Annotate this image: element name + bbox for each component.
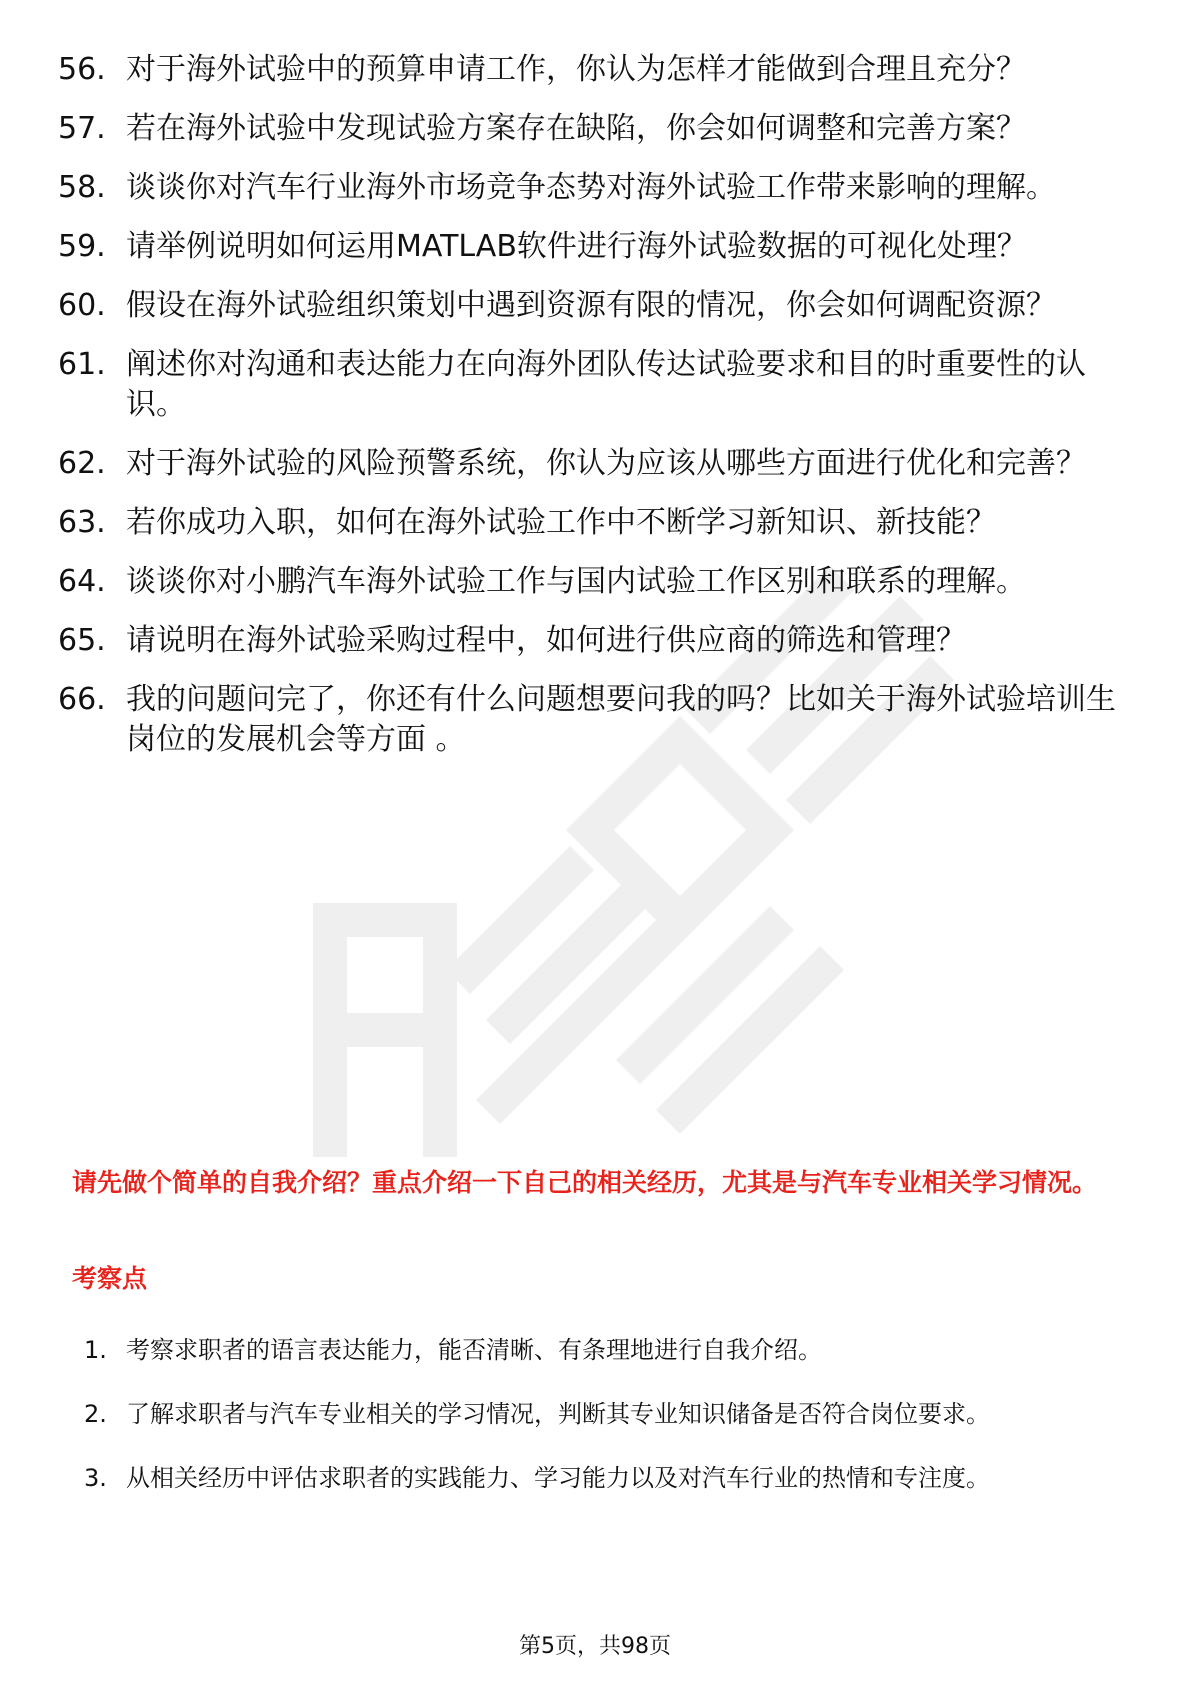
question-item xyxy=(58,227,1118,267)
question-text: 对于海外试验的风险预警系统，你认为应该从哪些方面进行优化和完善？ xyxy=(126,446,1086,481)
question-item xyxy=(58,50,1118,90)
page-footer: 第5页，共98页 xyxy=(519,1634,671,1659)
point-number: 2. xyxy=(84,1400,107,1428)
question-number: 57. xyxy=(58,111,106,146)
question-text: 若你成功入职，如何在海外试验工作中不断学习新知识、新技能？ xyxy=(126,505,996,540)
question-item xyxy=(58,444,1118,484)
point-text: 考察求职者的语言表达能力，能否清晰、有条理地进行自我介绍。 xyxy=(126,1336,822,1364)
point-text: 了解求职者与汽车专业相关的学习情况，判断其专业知识储备是否符合岗位要求。 xyxy=(126,1400,990,1428)
question-text: 若在海外试验中发现试验方案存在缺陷，你会如何调整和完善方案？ xyxy=(126,111,1026,146)
question-item xyxy=(58,562,1118,602)
question-number: 56. xyxy=(58,52,106,87)
list-item xyxy=(84,1459,1124,1506)
question-item xyxy=(58,345,1118,425)
question-item xyxy=(58,680,1118,760)
question-number: 60. xyxy=(58,288,106,323)
question-item xyxy=(58,286,1118,326)
question-list xyxy=(58,50,1118,779)
question-text: 请说明在海外试验采购过程中，如何进行供应商的筛选和管理？ xyxy=(126,623,966,658)
question-number: 64. xyxy=(58,564,106,599)
question-text: 谈谈你对汽车行业海外市场竞争态势对海外试验工作带来影响的理解。 xyxy=(126,170,1056,205)
question-number: 61. xyxy=(58,347,106,382)
list-item xyxy=(84,1395,1124,1442)
question-number: 58. xyxy=(58,170,106,205)
sample-question-heading: 请先做个简单的自我介绍？重点介绍一下自己的相关经历，尤其是与汽车专业相关学习情况。 xyxy=(72,1168,1098,1197)
question-item xyxy=(58,109,1118,149)
assessment-points-list xyxy=(84,1331,1124,1523)
question-number: 59. xyxy=(58,229,106,264)
question-number: 66. xyxy=(58,682,106,717)
question-text: 请举例说明如何运用MATLAB软件进行海外试验数据的可视化处理？ xyxy=(126,229,1027,264)
question-text: 对于海外试验中的预算申请工作，你认为怎样才能做到合理且充分？ xyxy=(126,52,1026,87)
question-text: 我的问题问完了，你还有什么问题想要问我的吗？比如关于海外试验培训生岗位的发展机会等方面 。 xyxy=(126,682,1116,757)
point-number: 3. xyxy=(84,1464,107,1492)
question-item xyxy=(58,168,1118,208)
section-title: 考察点 xyxy=(72,1264,148,1293)
question-text: 假设在海外试验组织策划中遇到资源有限的情况，你会如何调配资源？ xyxy=(126,288,1056,323)
question-item xyxy=(58,503,1118,543)
question-text: 谈谈你对小鹏汽车海外试验工作与国内试验工作区别和联系的理解。 xyxy=(126,564,1026,599)
question-item xyxy=(58,621,1118,661)
point-number: 1. xyxy=(84,1336,107,1364)
question-number: 63. xyxy=(58,505,106,540)
question-number: 62. xyxy=(58,446,106,481)
question-text: 阐述你对沟通和表达能力在向海外团队传达试验要求和目的时重要性的认识。 xyxy=(126,347,1086,422)
list-item xyxy=(84,1331,1124,1378)
point-text: 从相关经历中评估求职者的实践能力、学习能力以及对汽车行业的热情和专注度。 xyxy=(126,1464,990,1492)
question-number: 65. xyxy=(58,623,106,658)
